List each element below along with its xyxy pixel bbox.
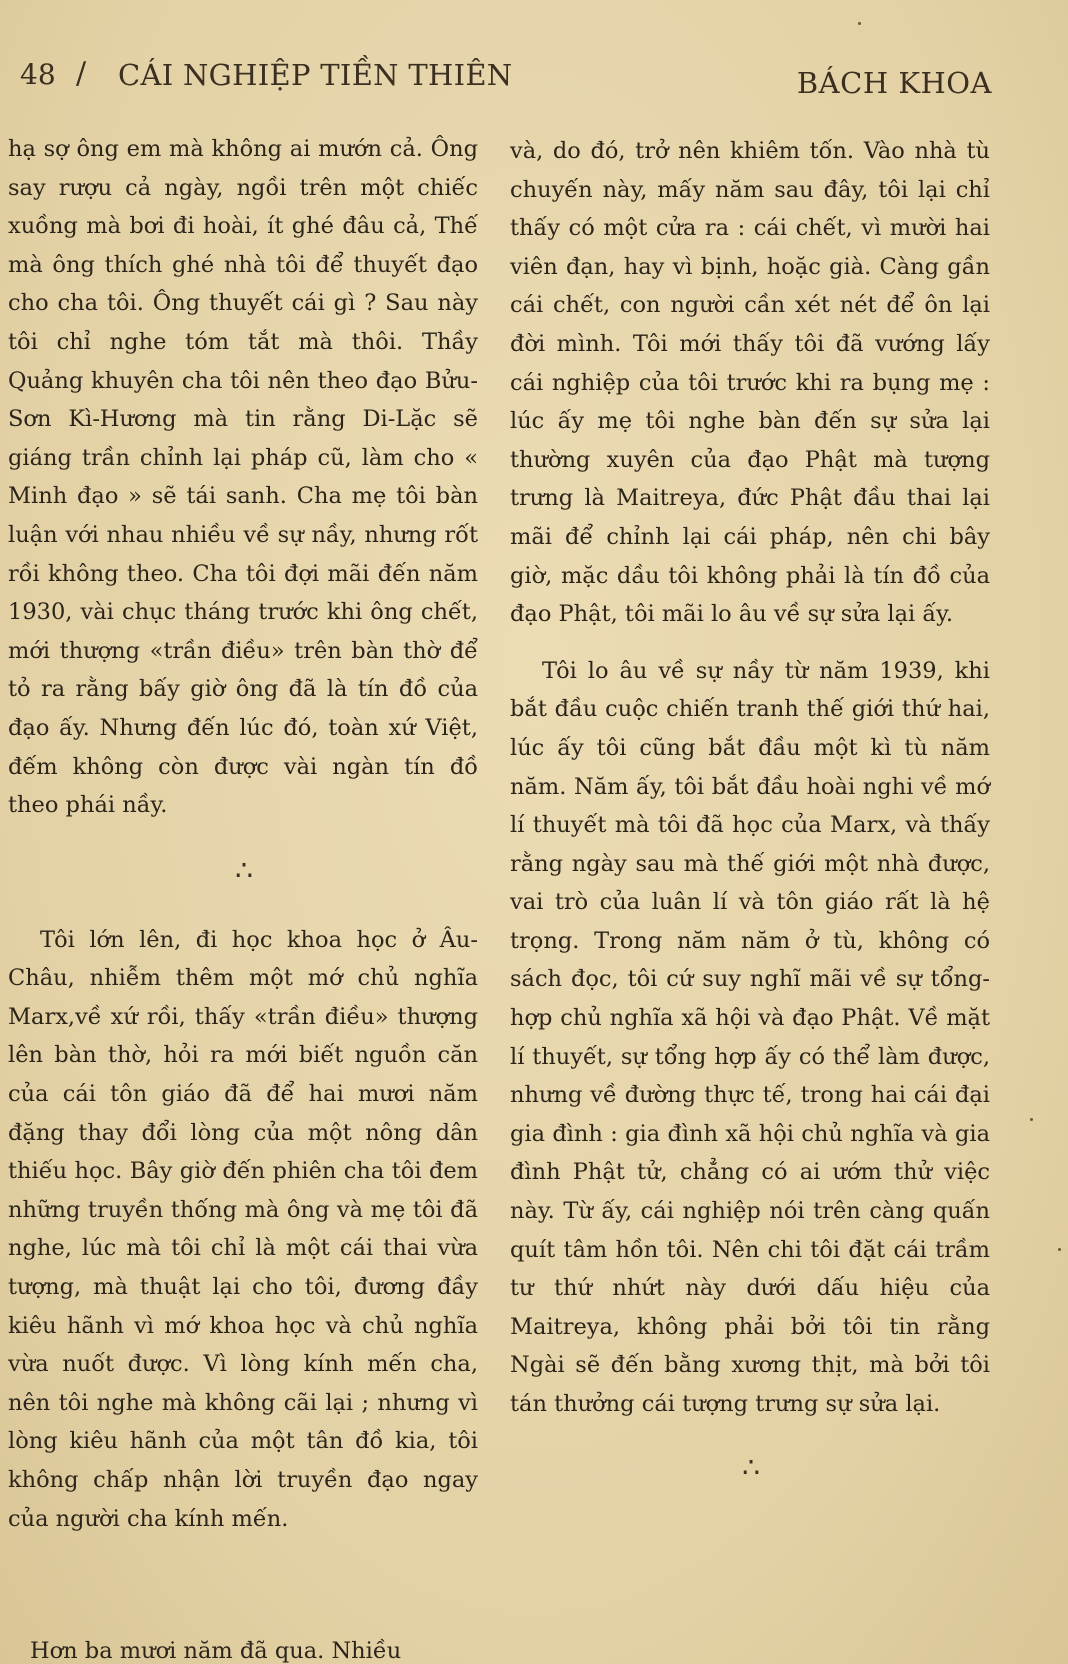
paper-speck [1058,1248,1061,1251]
left-paragraph-2: Tôi lớn lên, đi học khoa học ở Âu-Châu, nhiễm thêm một mớ chủ nghĩa Marx,về xứ rồi, thấy «trần điều» thượng lên bàn thờ, hỏi ra mới biết nguồn căn của cái tôn giáo đã để hai mươi năm đặng thay đổi lòng của một nông dân thiếu học. Bây giờ đến phiên cha tôi đem những truyền thống mà ông và mẹ tôi đã nghe, lúc mà tôi chỉ là một cái thai vừa tượng, mà thuật lại cho tôi, đương đầy kiêu hãnh vì mớ khoa học và chủ nghĩa vừa nuốt được. Vì lòng kính mến cha, nên tôi nghe mà không cãi lại ; nhưng vì lòng kiêu hãnh của một tân đồ kia, tôi không chấp nhận lời truyền đạo ngay của người cha kính mến. [8,926,478,1532]
header-separator: / [76,56,87,91]
left-column [8,130,478,1538]
section-ornament-bottom: ∴ [742,1450,758,1484]
right-paragraph-2: Tôi lo âu về sự nầy từ năm 1939, khi bắt đầu cuộc chiến tranh thế giới thứ hai, lúc ấy tôi cũng bắt đầu một kì tù năm năm. Năm ấy, tôi bắt đầu hoài nghi về mớ lí thuyết mà tôi đã học của Marx, và thấy rằng ngày sau mà thế giới một nhà được, vai trò của luân lí và tôn giáo rất là hệ trọng. Trong năm năm ở tù, không có sách đọc, tôi cứ suy nghĩ mãi về sự tổng-hợp chủ nghĩa xã hội và đạo Phật. Về mặt lí thuyết, sự tổng hợp ấy có thể làm được, nhưng về đường thực tế, trong hai cái đại gia đình : gia đình xã hội chủ nghĩa và gia đình Phật tử, chẳng có ai ướm thử việc này. Từ ấy, cái nghiệp nói trên càng quấn quít tâm hồn tôi. Nên chi tôi đặt cái trầm tư thứ nhứt này dưới dấu hiệu của Maitreya, không phải bởi tôi tin rằng Ngài sẽ đến bằng xương thịt, mà bởi tôi tán thưởng cái tượng trưng sự sửa lại. [510,657,990,1417]
right-column [510,132,990,1518]
paper-speck [858,22,861,25]
right-paragraph-1: và, do đó, trở nên khiêm tốn. Vào nhà tù chuyến này, mấy năm sau đây, tôi lại chỉ thấy có một cửa ra : cái chết, vì mười hai viên đạn, hay vì bịnh, hoặc già. Càng gần cái chết, con người cần xét nét để ôn lại đời mình. Tôi mới thấy tôi đã vướng lấy cái nghiệp của tôi trước khi ra bụng mẹ : lúc ấy mẹ tôi nghe bàn đến sự sửa lại thường xuyên của đạo Phật mà tượng trưng là Maitreya, đức Phật đầu thai lại mãi để chỉnh lại cái pháp, nên chi bây giờ, mặc dầu tôi không phải là tín đồ của đạo Phật, tôi mãi lo âu về sự sửa lại ấy. [510,138,990,628]
page-header [20,52,992,102]
journal-name: BÁCH KHOA [796,66,992,100]
page-number: 48 [20,58,56,91]
section-ornament: ∴ [235,853,251,887]
running-title: CÁI NGHIỆP TIỀN THIÊN [118,58,513,92]
cut-off-line: Hơn ba mươi năm đã qua. Nhiều [30,1638,402,1664]
left-paragraph-1: hạ sợ ông em mà không ai mướn cả. Ông say rượu cả ngày, ngồi trên một chiếc xuồng mà bơi đi hoài, ít ghé đâu cả, Thế mà ông thích ghé nhà tôi để thuyết đạo cho cha tôi. Ông thuyết cái gì ? Sau này tôi chỉ nghe tóm tắt mà thôi. Thầy Quảng khuyên cha tôi nên theo đạo Bửu-Sơn Kì-Hương mà tin rằng Di-Lặc sẽ giáng trần chỉnh lại pháp cũ, làm cho « Minh đạo » sẽ tái sanh. Cha mẹ tôi bàn luận với nhau nhiều về sự nầy, nhưng rốt rồi không theo. Cha tôi đợi mãi đến năm 1930, vài chục tháng trước khi ông chết, mới thượng «trần điều» trên bàn thờ để tỏ ra rằng bấy giờ ông đã là tín đồ của đạo ấy. Nhưng đến lúc đó, toàn xứ Việt, đếm không còn được vài ngàn tín đồ theo phái nầy. [8,136,478,819]
paper-speck [1030,1118,1033,1121]
